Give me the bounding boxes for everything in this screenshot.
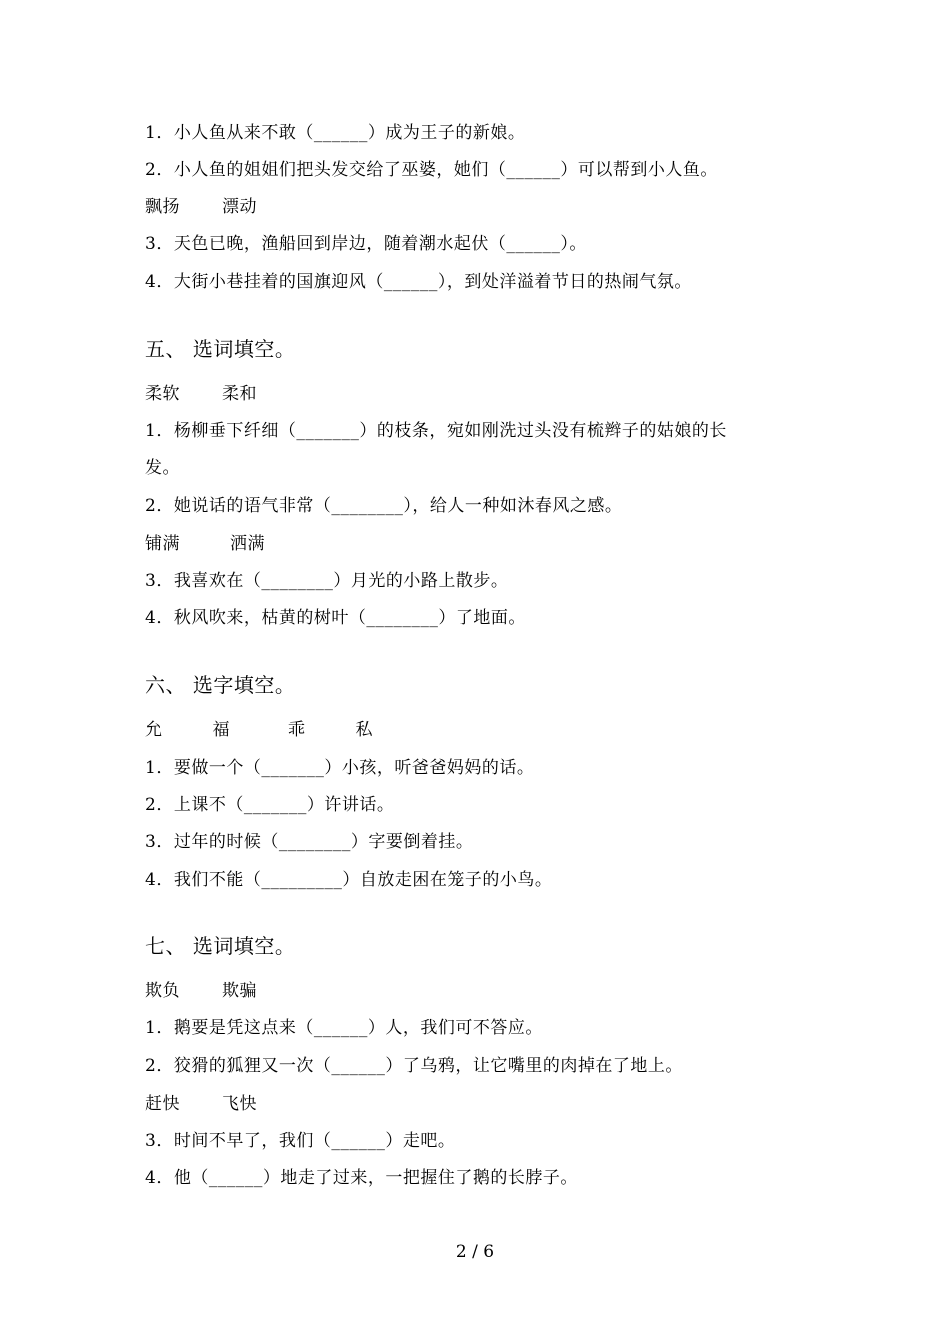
s6-question-2: 2．上课不（_______）许讲话。 bbox=[145, 795, 395, 815]
s5-word-option: 柔软 bbox=[145, 384, 180, 404]
s7-word-choices-2 bbox=[145, 1094, 257, 1114]
s6-char-option: 允 bbox=[145, 720, 163, 740]
s6-question-4: 4．我们不能（_________）自放走困在笼子的小鸟。 bbox=[145, 870, 553, 890]
s5-question-1b: 发。 bbox=[145, 458, 180, 478]
s7-question-4: 4．他（______）地走了过来，一把握住了鹅的长脖子。 bbox=[145, 1168, 578, 1188]
s6-char-choices bbox=[145, 720, 373, 740]
s7-word-option: 欺负 bbox=[145, 981, 180, 1001]
s4-question-1: 1．小人鱼从来不敢（______）成为王子的新娘。 bbox=[145, 123, 526, 143]
s5-word-option: 铺满 bbox=[145, 534, 180, 554]
s5-question-4: 4．秋风吹来，枯黄的树叶（________）了地面。 bbox=[145, 608, 526, 628]
s7-word-choices-1 bbox=[145, 981, 257, 1001]
s5-question-3: 3．我喜欢在（________）月光的小路上散步。 bbox=[145, 571, 509, 591]
s7-word-option: 飞快 bbox=[222, 1094, 257, 1114]
section-5-title: 五、 选词填空。 bbox=[145, 337, 296, 361]
s4-question-2: 2．小人鱼的姐姐们把头发交给了巫婆，她们（______）可以帮到小人鱼。 bbox=[145, 160, 718, 180]
s7-question-1: 1．鹅要是凭这点来（______）人，我们可不答应。 bbox=[145, 1018, 543, 1038]
s5-word-option: 柔和 bbox=[222, 384, 257, 404]
page-number: 2 / 6 bbox=[455, 1242, 495, 1262]
s7-word-option: 欺骗 bbox=[222, 981, 257, 1001]
section-6-title: 六、 选字填空。 bbox=[145, 673, 296, 697]
s5-question-2: 2．她说话的语气非常（________），给人一种如沐春风之感。 bbox=[145, 496, 623, 516]
s5-question-1a: 1．杨柳垂下纤细（_______）的枝条，宛如刚洗过头没有梳辫子的姑娘的长 bbox=[145, 421, 727, 441]
s4-word-option: 飘扬 bbox=[145, 197, 180, 217]
s6-char-option: 私 bbox=[355, 720, 373, 740]
s4-question-3: 3．天色已晚，渔船回到岸边，随着潮水起伏（______）。 bbox=[145, 234, 587, 254]
section-7-title: 七、 选词填空。 bbox=[145, 934, 296, 958]
s6-char-option: 乖 bbox=[288, 720, 306, 740]
s4-question-4: 4．大街小巷挂着的国旗迎风（______），到处洋溢着节日的热闹气氛。 bbox=[145, 272, 692, 292]
s4-word-choices-2 bbox=[145, 197, 257, 217]
s6-question-1: 1．要做一个（_______）小孩，听爸爸妈妈的话。 bbox=[145, 758, 535, 778]
s6-char-option: 福 bbox=[212, 720, 230, 740]
s5-word-option: 洒满 bbox=[230, 534, 265, 554]
s5-word-choices-1 bbox=[145, 384, 257, 404]
s7-question-3: 3．时间不早了，我们（______）走吧。 bbox=[145, 1131, 456, 1151]
s7-question-2: 2．狡猾的狐狸又一次（______）了乌鸦，让它嘴里的肉掉在了地上。 bbox=[145, 1056, 683, 1076]
s5-word-choices-2 bbox=[145, 534, 265, 554]
s7-word-option: 赶快 bbox=[145, 1094, 180, 1114]
s4-word-option: 漂动 bbox=[222, 197, 257, 217]
s6-question-3: 3．过年的时候（________）字要倒着挂。 bbox=[145, 832, 474, 852]
